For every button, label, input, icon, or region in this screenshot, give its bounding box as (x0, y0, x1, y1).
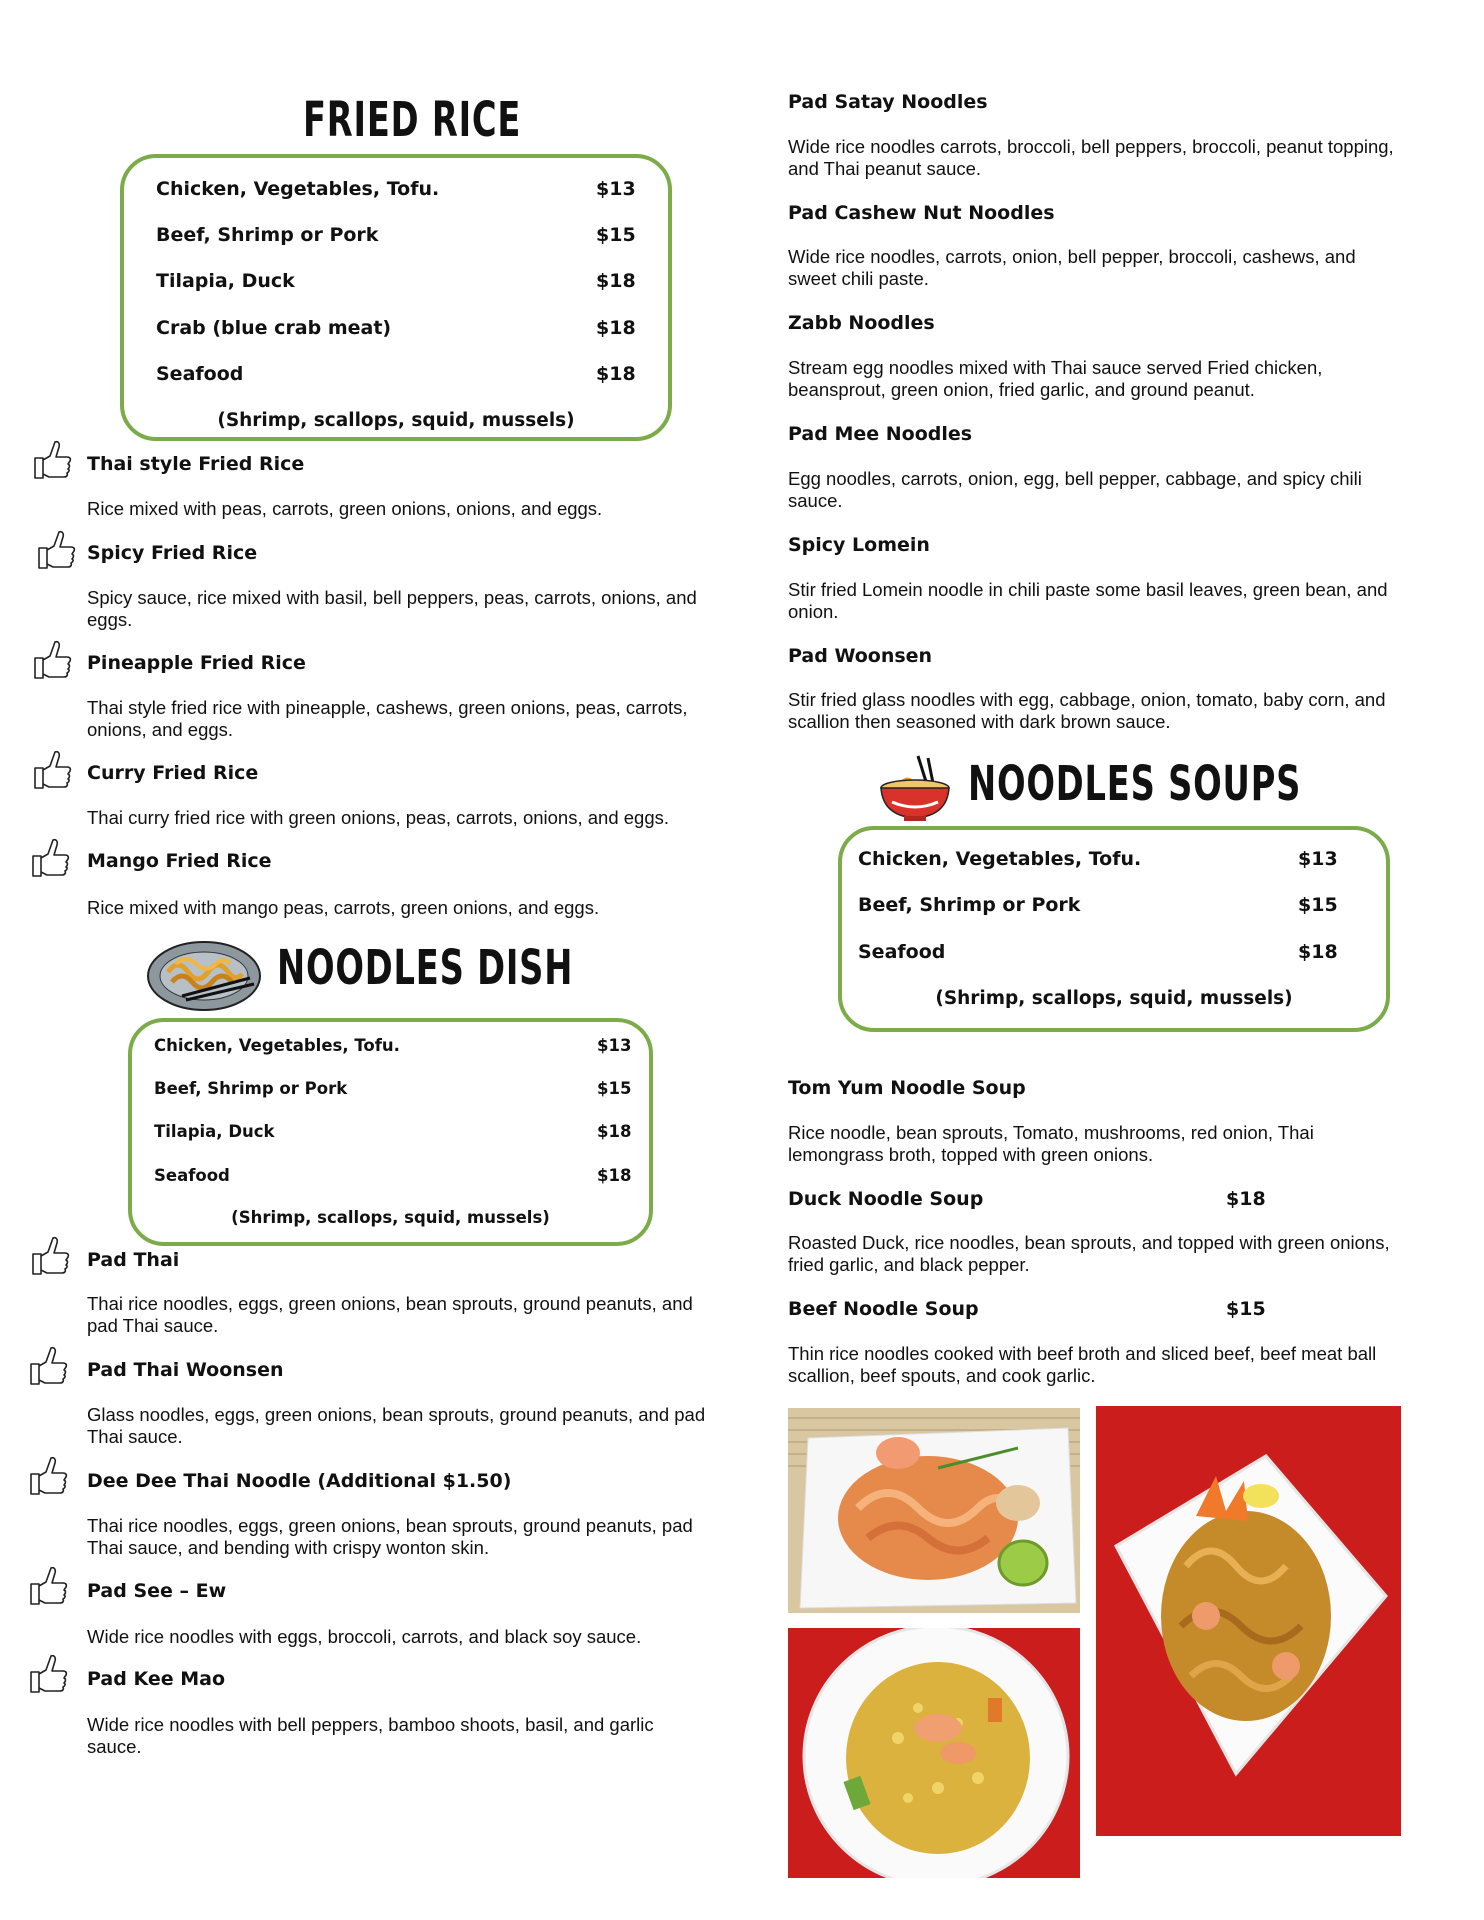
menu-item-desc: Wide rice noodles carrots, broccoli, bell peppers, broccoli, peanut topping, and Thai peanut sauce. (788, 136, 1394, 179)
menu-item-desc: Egg noodles, carrots, onion, egg, bell pepper, cabbage, and spicy chili sauce. (788, 468, 1362, 511)
menu-item-desc: Glass noodles, eggs, green onions, bean sprouts, ground peanuts, and pad Thai sauce. (87, 1404, 706, 1447)
thumbs-up-icon (28, 1566, 68, 1606)
menu-item-name: Pad Thai (87, 1249, 180, 1271)
menu-item-name: Pad Satay Noodles (788, 91, 988, 113)
pineapple-fried-rice-photo (788, 1628, 1080, 1878)
thumbs-up-icon (30, 1236, 70, 1276)
fried-rice-price-box: Chicken, Vegetables, Tofu. $13 Beef, Shrimp or Pork $15 Tilapia, Duck $18 Crab (blue crab meat) $18 Seafood $18 (Shrimp, scallops, squid, mussels) (120, 154, 672, 441)
noodle-bowl-icon (878, 752, 952, 824)
thumbs-up-icon (28, 1654, 68, 1694)
menu-item-desc: Thai rice noodles, eggs, green onions, bean sprouts, ground peanuts, and pad Thai sauce. (87, 1293, 693, 1336)
thumbs-up-icon (28, 1456, 68, 1496)
menu-item-name: Dee Dee Thai Noodle (Additional $1.50) (87, 1470, 512, 1492)
price-note: (Shrimp, scallops, squid, mussels) (935, 988, 1293, 1009)
menu-item-desc: Wide rice noodles with bell peppers, bamboo shoots, basil, and garlic sauce. (87, 1714, 654, 1757)
menu-item-name: Pad Kee Mao (87, 1668, 226, 1690)
menu-item-desc: Rice mixed with mango peas, carrots, green onions, and eggs. (87, 897, 600, 918)
menu-item-desc: Thin rice noodles cooked with beef broth and sliced beef, beef meat ball scallion, beef spouts, and cook garlic. (788, 1343, 1377, 1386)
menu-item-price: $18 (1226, 1188, 1266, 1210)
menu-item-desc: Thai rice noodles, eggs, green onions, bean sprouts, ground peanuts, pad Thai sauce, and bending with crispy wonton skin. (87, 1515, 693, 1558)
menu-item-name: Pad Mee Noodles (788, 423, 973, 445)
menu-item-name: Spicy Fried Rice (87, 542, 258, 564)
noodles-soups-heading: NOODLES SOUPS (968, 756, 1302, 812)
menu-item-desc: Thai style fried rice with pineapple, cashews, green onions, peas, carrots, onions, and eggs. (87, 697, 688, 740)
menu-item-name: Beef Noodle Soup (788, 1298, 979, 1320)
price-note: (Shrimp, scallops, squid, mussels) (231, 1208, 550, 1227)
menu-item-desc: Stream egg noodles mixed with Thai sauce served Fried chicken, beansprout, green onion, fried garlic, and ground peanut. (788, 357, 1323, 400)
menu-item-desc: Spicy sauce, rice mixed with basil, bell peppers, peas, carrots, onions, and eggs. (87, 587, 697, 630)
menu-item-desc: Wide rice noodles, carrots, onion, bell pepper, broccoli, cashews, and sweet chili paste. (788, 246, 1356, 289)
pad-thai-photo (788, 1408, 1080, 1613)
menu-item-price: $15 (1226, 1298, 1266, 1320)
noodles-dish-price-box: Chicken, Vegetables, Tofu. $13 Beef, Shrimp or Pork $15 Tilapia, Duck $18 Seafood $18 (Shrimp, scallops, squid, mussels) (128, 1018, 653, 1246)
thumbs-up-icon (36, 530, 76, 570)
noodle-soups-price-box: Chicken, Vegetables, Tofu. $13 Beef, Shrimp or Pork $15 Seafood $18 (Shrimp, scallops, squid, mussels) (838, 826, 1390, 1032)
menu-item-name: Pad See – Ew (87, 1580, 227, 1602)
price-note: (Shrimp, scallops, squid, mussels) (217, 410, 575, 431)
menu-item-name: Pad Thai Woonsen (87, 1359, 284, 1381)
menu-item-name: Pad Woonsen (788, 645, 933, 667)
menu-item-desc: Rice noodle, bean sprouts, Tomato, mushrooms, red onion, Thai lemongrass broth, topped with green onions. (788, 1122, 1314, 1165)
menu-item-desc: Roasted Duck, rice noodles, bean sprouts, and topped with green onions, fried garlic, and black pepper. (788, 1232, 1390, 1275)
menu-item-name: Duck Noodle Soup (788, 1188, 984, 1210)
menu-item-name: Mango Fried Rice (87, 850, 272, 872)
menu-item-desc: Wide rice noodles with eggs, broccoli, carrots, and black soy sauce. (87, 1626, 642, 1647)
menu-item-desc: Rice mixed with peas, carrots, green onions, onions, and eggs. (87, 498, 603, 519)
noodles-dish-heading: NOODLES DISH (277, 940, 574, 996)
noodle-plate-icon (146, 940, 262, 1012)
seafood-noodles-photo (1096, 1406, 1401, 1836)
thumbs-up-icon (32, 440, 72, 480)
menu-item-name: Pad Cashew Nut Noodles (788, 202, 1055, 224)
thumbs-up-icon (30, 838, 70, 878)
menu-item-name: Spicy Lomein (788, 534, 930, 556)
thumbs-up-icon (32, 640, 72, 680)
fried-rice-heading: FRIED RICE (303, 92, 522, 148)
thumbs-up-icon (32, 750, 72, 790)
menu-item-name: Curry Fried Rice (87, 762, 259, 784)
menu-item-desc: Stir fried Lomein noodle in chili paste some basil leaves, green bean, and onion. (788, 579, 1388, 622)
menu-item-name: Thai style Fried Rice (87, 453, 305, 475)
menu-item-name: Pineapple Fried Rice (87, 652, 306, 674)
menu-item-name: Tom Yum Noodle Soup (788, 1077, 1026, 1099)
menu-item-name: Zabb Noodles (788, 312, 935, 334)
menu-item-desc: Stir fried glass noodles with egg, cabbage, onion, tomato, baby corn, and scallion then seasoned with dark brown sauce. (788, 689, 1386, 732)
thumbs-up-icon (28, 1346, 68, 1386)
menu-item-desc: Thai curry fried rice with green onions, peas, carrots, onions, and eggs. (87, 807, 670, 828)
